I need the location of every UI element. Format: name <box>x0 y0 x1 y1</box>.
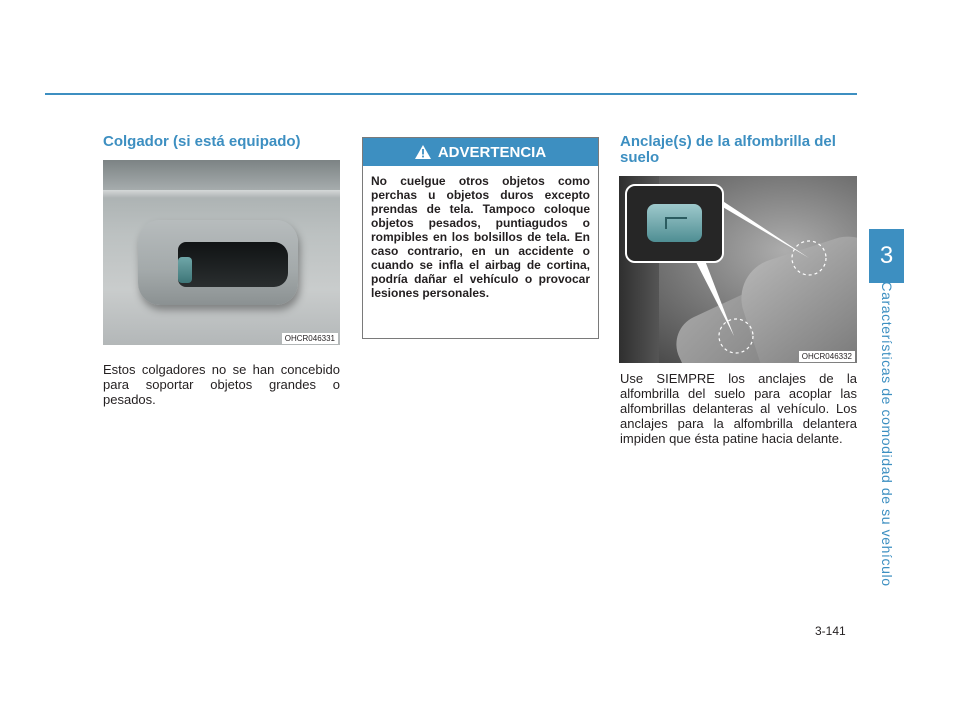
section-heading-hanger: Colgador (si está equipado) <box>103 133 301 150</box>
warning-text: No cuelgue otros objetos como perchas u objetos duros excepto prendas de tela. Tampoco coloque objetos pesados, puntiagudos o rompibles en los bolsillos de tela. En caso contrario, en un accidente o cuando se infla el airbag de cortina, podría dañar el vehículo o provocar lesiones personales. <box>371 174 590 300</box>
hanger-description: Estos colgadores no se han concebido para soportar objetos grandes o pesados. <box>103 362 340 407</box>
figure-code: OHCR046332 <box>799 351 855 362</box>
warning-title: ADVERTENCIA <box>437 143 547 161</box>
floor-mat-anchor-figure <box>619 176 857 363</box>
hanger-figure <box>103 160 340 345</box>
figure-code: OHCR046331 <box>282 333 338 344</box>
floor-mat-description: Use SIEMPRE los anclajes de la alfombrilla del suelo para acoplar las alfombrillas delanteras al vehículo. Los anclajes para la alfombrilla delantera impiden que ésta patine hacia delante. <box>620 371 857 446</box>
anchor-detail-inset <box>625 184 724 263</box>
warning-header <box>363 138 598 166</box>
section-heading-floor-mat: Anclaje(s) de la alfombrilla del suelo <box>620 133 836 166</box>
page-number: 3-141 <box>815 624 846 638</box>
chapter-title <box>870 281 904 587</box>
anchor-icon <box>647 204 702 242</box>
chapter-title-text: Características de comodidad de su vehículo <box>879 281 895 587</box>
top-rule <box>45 93 857 95</box>
chapter-number: 3 <box>869 229 904 283</box>
warning-box <box>362 137 599 339</box>
warning-triangle-icon <box>415 145 431 159</box>
